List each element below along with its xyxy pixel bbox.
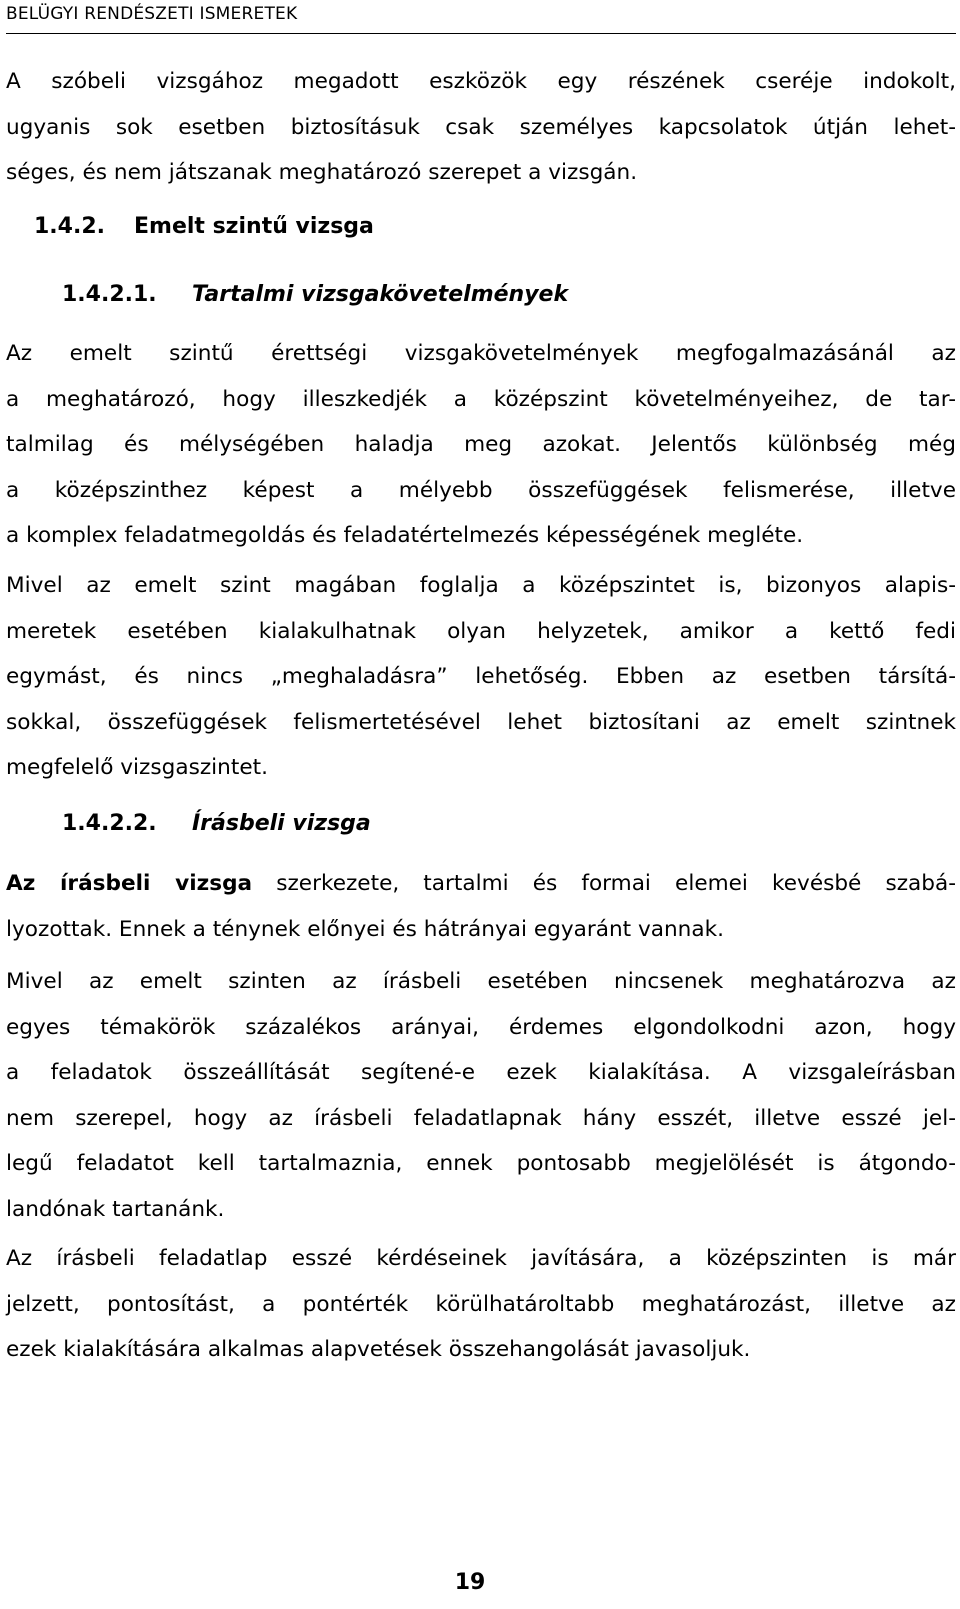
subsection-heading-1-4-2-2 <box>62 811 371 836</box>
paragraph-line: nem szerepel, hogy az írásbeli feladatlapnak hány esszét, illetve esszé jel- <box>6 1105 956 1131</box>
page-number: 19 <box>454 1570 486 1595</box>
paragraph-line: ezek kialakítására alkalmas alapvetések összehangolását javasoljuk. <box>6 1337 751 1362</box>
subsection-number: 1.4.2.1. <box>62 282 157 307</box>
irasbeli-paragraph-2 <box>6 959 956 1232</box>
paragraph-line: megfelelő vizsgaszintet. <box>6 755 268 780</box>
paragraph-line: a feladatok összeállítását segítené-e ezek kialakítása. A vizsgaleírásban <box>6 1060 956 1085</box>
irasbeli-paragraph-3 <box>6 1236 956 1373</box>
paragraph-line: legű feladatot kell tartalmaznia, ennek pontosabb megjelölését is átgondo- <box>6 1151 956 1176</box>
line-rest: szerkezete, tartalmi és formai elemei kevésbé szabá- <box>252 871 956 896</box>
tartalmi-paragraph-2 <box>6 563 956 791</box>
paragraph-line: Az írásbeli feladatlap esszé kérdéseinek javítására, a középszinten is már <box>6 1246 956 1271</box>
subsection-heading-1-4-2-1 <box>62 282 568 307</box>
section-heading-1-4-2 <box>34 214 374 239</box>
paragraph-line: talmilag és mélységében haladja meg azokat. Jelentős különbség még <box>6 432 956 457</box>
paragraph-line: a meghatározó, hogy illeszkedjék a középszint követelményeihez, de tar- <box>6 386 956 412</box>
subsection-number: 1.4.2.2. <box>62 811 157 836</box>
intro-line: ugyanis sok esetben biztosításuk csak személyes kapcsolatok útján lehet- <box>6 114 956 140</box>
paragraph-line: landónak tartanánk. <box>6 1196 225 1222</box>
irasbeli-paragraph-1 <box>6 861 956 952</box>
paragraph-line: egyes témakörök százalékos arányai, érdemes elgondolkodni azon, hogy <box>6 1014 956 1040</box>
paragraph-line: egymást, és nincs „meghaladásra” lehetőség. Ebben az esetben társítá- <box>6 664 956 689</box>
section-title: Emelt szintű vizsga <box>134 214 374 239</box>
intro-line: A szóbeli vizsgához megadott eszközök egy részének cseréje indokolt, <box>6 69 956 94</box>
paragraph-line <box>6 861 956 907</box>
paragraph-line: a komplex feladatmegoldás és feladatértelmezés képességének megléte. <box>6 523 804 548</box>
paragraph-line: sokkal, összefüggések felismertetésével lehet biztosítani az emelt szintnek <box>6 709 956 735</box>
paragraph-line: meretek esetében kialakulhatnak olyan helyzetek, amikor a kettő fedi <box>6 618 956 644</box>
paragraph-line: a középszinthez képest a mélyebb összefüggések felismerése, illetve <box>6 477 956 503</box>
subsection-title: Írásbeli vizsga <box>192 811 371 836</box>
paragraph-line: lyozottak. Ennek a ténynek előnyei és hátrányai egyaránt vannak. <box>6 916 724 942</box>
intro-paragraph <box>6 59 956 196</box>
intro-line: séges, és nem játszanak meghatározó szerepet a vizsgán. <box>6 160 638 185</box>
running-header: BELÜGYI RENDÉSZETI ISMERETEK <box>6 4 298 24</box>
paragraph-line: jelzett, pontosítást, a pontérték körülhatároltabb meghatározást, illetve az <box>6 1291 956 1317</box>
paragraph-line: Az emelt szintű érettségi vizsgakövetelmények megfogalmazásánál az <box>6 341 956 366</box>
header-divider <box>6 33 956 34</box>
bold-lead: Az írásbeli vizsga <box>6 871 253 896</box>
paragraph-line: Mivel az emelt szint magában foglalja a középszintet is, bizonyos alapis- <box>6 573 956 598</box>
paragraph-line: Mivel az emelt szinten az írásbeli esetében nincsenek meghatározva az <box>6 969 956 994</box>
tartalmi-paragraph-1 <box>6 331 956 559</box>
subsection-title: Tartalmi vizsgakövetelmények <box>192 282 569 307</box>
section-number: 1.4.2. <box>34 214 105 239</box>
